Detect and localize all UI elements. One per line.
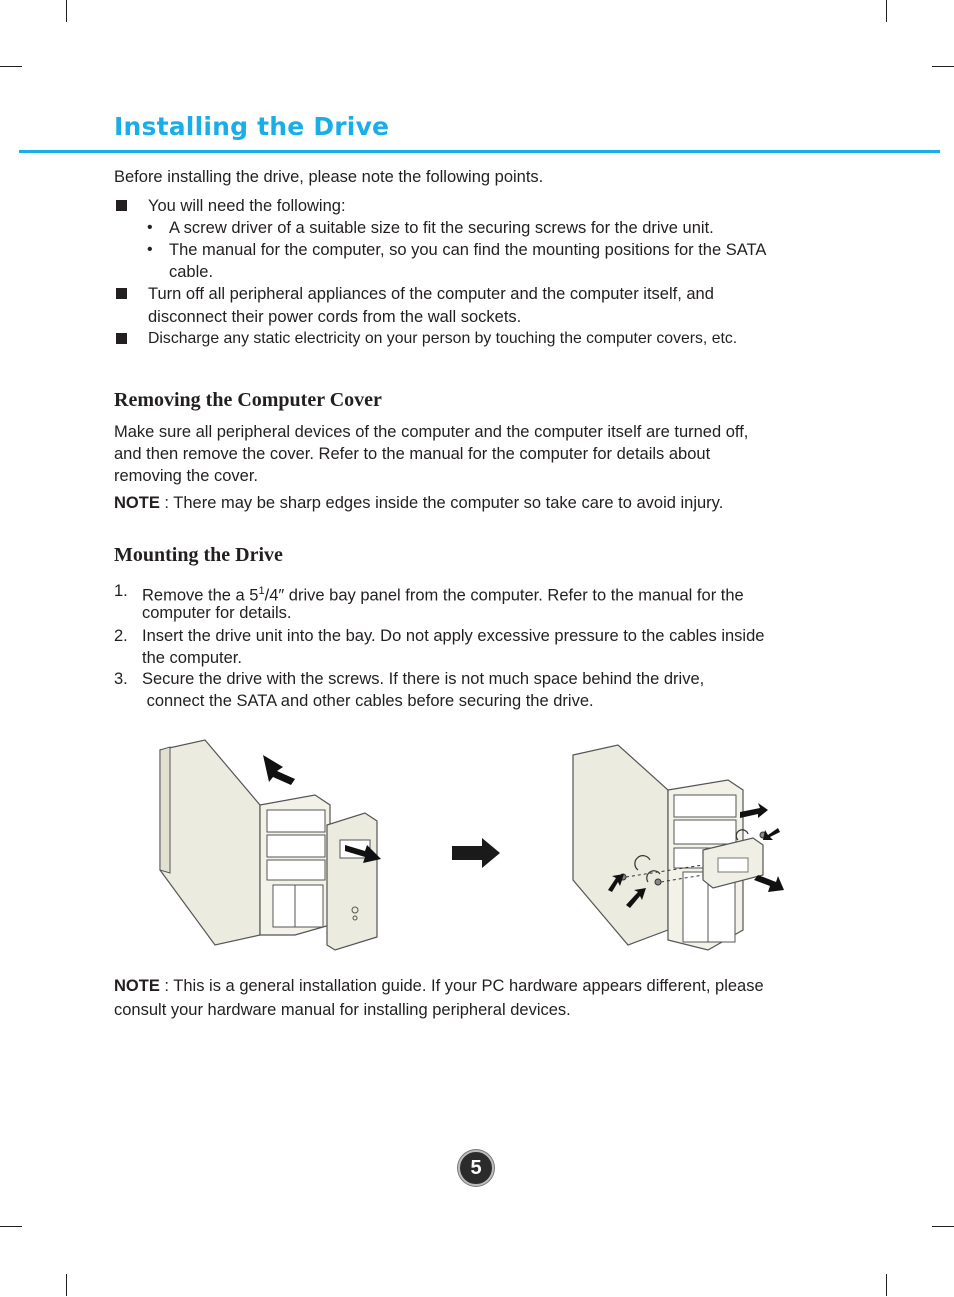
step-2-line-2: the computer. — [142, 649, 242, 667]
step-1-text-cont: /4″ drive bay panel from the computer. Refer to the manual for the — [264, 586, 744, 605]
secure-drive-illustration — [568, 740, 788, 955]
point-2: Turn off all peripheral appliances of the computer and the computer itself, and — [148, 285, 714, 303]
note-text: : There may be sharp edges inside the computer so take care to avoid injury. — [159, 494, 724, 512]
final-note-line-1 — [114, 975, 764, 997]
page-title: Installing the Drive — [114, 112, 390, 141]
step-1-sup: 1 — [258, 585, 265, 597]
point-3: Discharge any static electricity on your person by touching the computer covers, etc. — [148, 330, 738, 347]
point-1-sub-2: The manual for the computer, so you can find the mounting positions for the SATA — [169, 241, 767, 259]
note-label: NOTE — [114, 494, 160, 512]
dot-bullet-icon: • — [147, 219, 153, 236]
point-2-cont: disconnect their power cords from the wall sockets. — [148, 308, 522, 326]
note-label: NOTE — [114, 977, 160, 995]
page-number: 5 — [458, 1150, 494, 1186]
crop-mark — [66, 0, 67, 22]
removing-line-3: removing the cover. — [114, 467, 258, 485]
mounting-heading: Mounting the Drive — [114, 544, 283, 566]
title-rule — [19, 150, 940, 153]
intro-text: Before installing the drive, please note the following points. — [114, 168, 544, 186]
point-1-sub-1: A screw driver of a suitable size to fit the securing screws for the drive unit. — [169, 219, 714, 237]
square-bullet-icon — [116, 200, 127, 211]
point-1: You will need the following: — [148, 197, 346, 215]
crop-mark — [932, 1226, 954, 1227]
step-number: 2. — [114, 627, 128, 645]
step-1-text: Remove the a 5 — [142, 586, 259, 605]
removing-note — [114, 492, 723, 514]
removing-heading: Removing the Computer Cover — [114, 389, 382, 411]
removing-line-2: and then remove the cover. Refer to the manual for the computer for details about — [114, 445, 711, 463]
crop-mark — [66, 1274, 67, 1296]
step-2: Insert the drive unit into the bay. Do not apply excessive pressure to the cables inside — [142, 627, 765, 645]
step-1-line-2: computer for details. — [142, 604, 292, 622]
step-number: 1. — [114, 582, 128, 600]
removing-line-1: Make sure all peripheral devices of the computer and the computer itself are turned off, — [114, 423, 749, 441]
final-note-line-2: consult your hardware manual for installing peripheral devices. — [114, 1001, 571, 1019]
crop-mark — [886, 0, 887, 22]
square-bullet-icon — [116, 333, 127, 344]
crop-mark — [932, 66, 954, 67]
step-3: Secure the drive with the screws. If there is not much space behind the drive, — [142, 670, 705, 688]
note-text: : This is a general installation guide. If your PC hardware appears different, please — [159, 977, 764, 995]
point-1-sub-2-cont: cable. — [169, 263, 214, 281]
crop-mark — [886, 1274, 887, 1296]
step-number: 3. — [114, 670, 128, 688]
step-3-line-2: connect the SATA and other cables before securing the drive. — [142, 692, 594, 710]
remove-bay-panel-illustration — [155, 735, 415, 955]
right-arrow-icon — [452, 838, 502, 868]
crop-mark — [0, 66, 22, 67]
dot-bullet-icon: • — [147, 241, 153, 258]
crop-mark — [0, 1226, 22, 1227]
square-bullet-icon — [116, 288, 127, 299]
